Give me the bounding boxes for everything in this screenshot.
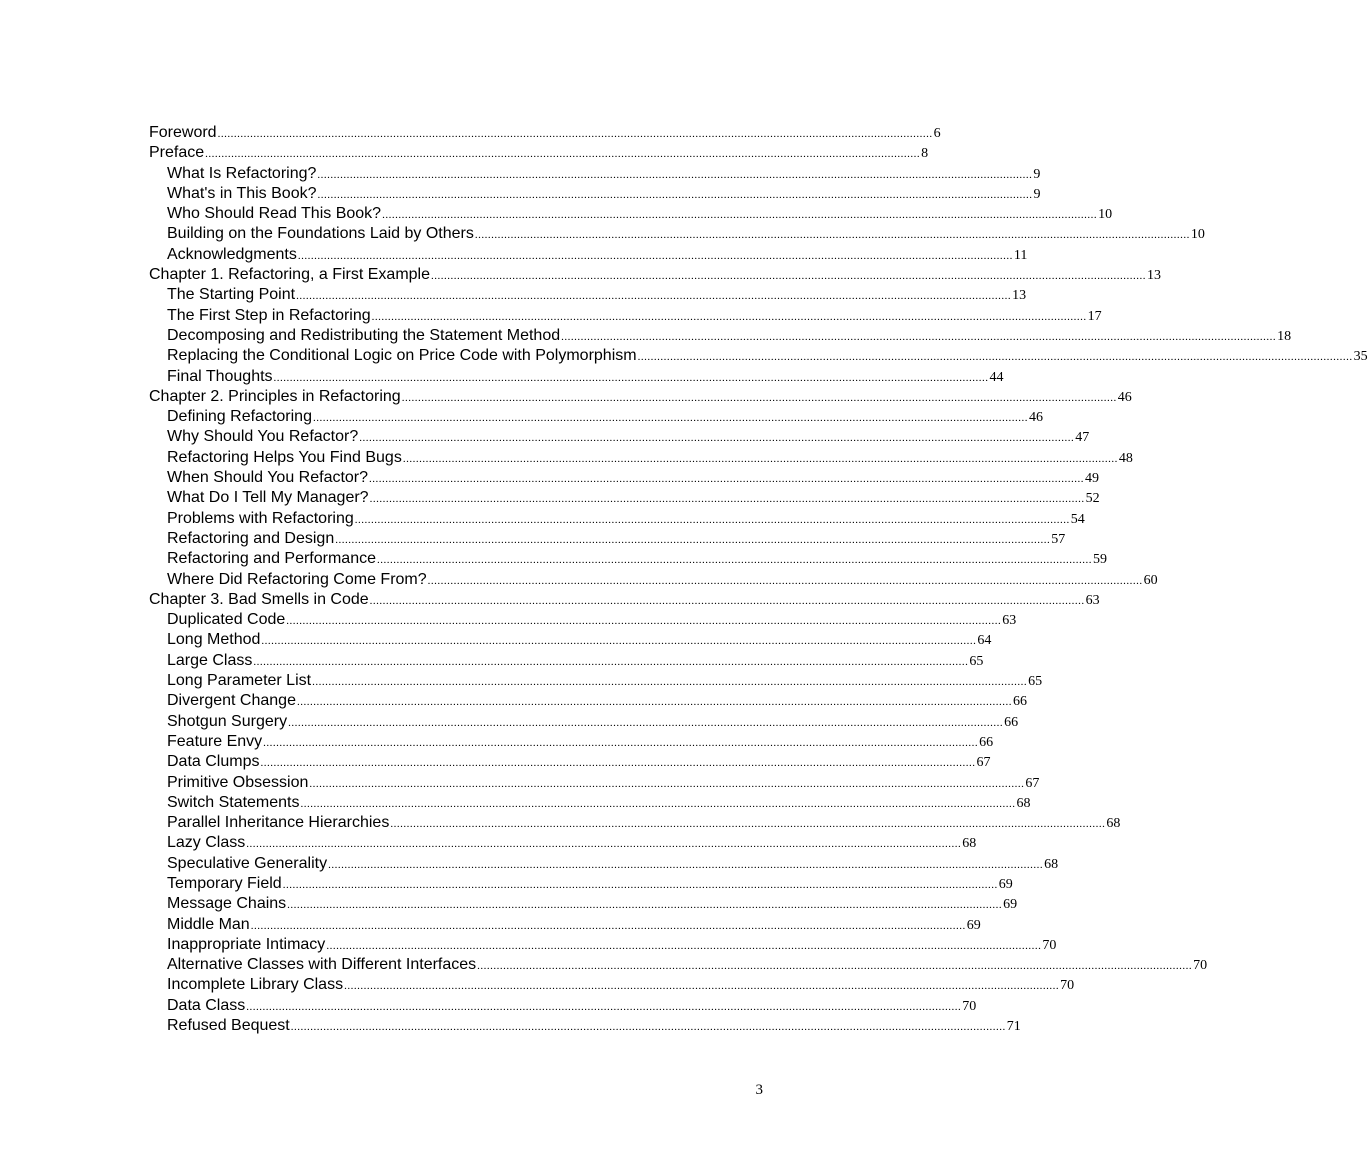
toc-entry-page: 48 (1118, 450, 1133, 466)
toc-section-entry[interactable] (149, 306, 1102, 326)
toc-section-entry[interactable] (149, 245, 1028, 265)
toc-entry-page: 63 (1085, 592, 1100, 608)
toc-section-entry[interactable] (149, 164, 1041, 184)
dot-leader: ............................................................................................................................................................................................................................ (260, 757, 976, 770)
toc-entry-page: 70 (1042, 937, 1057, 953)
toc-entry-page: 13 (1012, 288, 1027, 304)
toc-entry-title: Refactoring and Performance (167, 550, 376, 568)
dot-leader: ............................................................................................................................................................................................................................ (344, 980, 1060, 993)
dot-leader: ............................................................................................................................................................................................................................ (300, 797, 1016, 810)
dot-leader: ............................................................................................................................................................................................................................ (402, 452, 1118, 465)
toc-entry-title: Who Should Read This Book? (167, 205, 382, 223)
dot-leader: ............................................................................................................................................................................................................................ (401, 391, 1117, 404)
toc-entry-title: Chapter 1. Refactoring, a First Example (149, 266, 431, 284)
toc-entry-title: The Starting Point (167, 286, 296, 304)
toc-entry-page: 65 (969, 653, 984, 669)
dot-leader: ............................................................................................................................................................................................................................ (369, 594, 1085, 607)
dot-leader: ............................................................................................................................................................................................................................ (427, 574, 1143, 587)
toc-entry-title: Data Clumps (167, 753, 260, 771)
toc-entry-title: Primitive Obsession (167, 773, 309, 791)
toc-entry-title: Refactoring Helps You Find Bugs (167, 448, 402, 466)
toc-section-entry[interactable] (149, 549, 1107, 569)
toc-entry-page: 44 (989, 369, 1004, 385)
toc-entry-page: 59 (1093, 552, 1107, 568)
toc-entry-page: 6 (933, 126, 941, 141)
dot-leader: ............................................................................................................................................................................................................................ (561, 330, 1277, 343)
toc-section-entry[interactable] (149, 651, 984, 671)
toc-entry-title: Foreword (149, 124, 217, 141)
toc-entry-title: Long Parameter List (167, 672, 312, 690)
dot-leader: ............................................................................................................................................................................................................................ (263, 736, 979, 749)
toc-section-entry[interactable] (149, 610, 1017, 630)
dot-leader: ............................................................................................................................................................................................................................ (369, 493, 1085, 506)
toc-entry-title: Shotgun Surgery (167, 712, 288, 730)
toc-entry-title: Large Class (167, 651, 253, 669)
toc-chapter-entry[interactable] (149, 265, 1162, 285)
toc-entry-page: 68 (962, 836, 977, 852)
toc-section-entry[interactable] (149, 793, 1031, 813)
dot-leader: ............................................................................................................................................................................................................................ (286, 615, 1002, 628)
toc-entry-title: Why Should You Refactor? (167, 428, 359, 446)
toc-section-entry[interactable] (149, 773, 1040, 793)
toc-section-entry[interactable] (149, 874, 1013, 894)
dot-leader: ............................................................................................................................................................................................................................ (309, 777, 1025, 790)
toc-section-entry[interactable] (149, 955, 1208, 975)
toc-entry-page: 68 (1016, 795, 1031, 811)
toc-entry-title: Long Method (167, 631, 261, 649)
toc-entry-title: Decomposing and Redistributing the Statement Method (167, 326, 561, 344)
toc-entry-page: 49 (1085, 471, 1100, 487)
dot-leader: ............................................................................................................................................................................................................................ (296, 290, 1012, 303)
dot-leader: ............................................................................................................................................................................................................................ (246, 1000, 962, 1013)
toc-entry-title: Alternative Classes with Different Interfaces (167, 956, 477, 974)
toc-section-entry[interactable] (149, 975, 1075, 995)
toc-entry-title: Chapter 3. Bad Smells in Code (149, 590, 369, 608)
toc-section-entry[interactable] (149, 854, 1059, 874)
toc-entry-page: 70 (1060, 978, 1075, 994)
toc-section-entry[interactable] (149, 570, 1158, 590)
toc-entry-page: 17 (1087, 308, 1102, 324)
toc-section-entry[interactable] (149, 488, 1100, 508)
toc-entry-page: 67 (1025, 775, 1040, 791)
toc-entry-page: 70 (1193, 958, 1208, 974)
toc-section-entry[interactable] (149, 468, 1100, 488)
dot-leader: ............................................................................................................................................................................................................................ (474, 229, 1190, 242)
toc-entry-page: 11 (1013, 247, 1028, 263)
toc-chapter-entry[interactable] (149, 590, 1100, 610)
toc-entry-title: Replacing the Conditional Logic on Price Code with Polymorphism (167, 347, 637, 365)
dot-leader: ............................................................................................................................................................................................................................ (246, 838, 962, 851)
toc-entry-title: Message Chains (167, 895, 287, 913)
toc-entry-title: What Do I Tell My Manager? (167, 489, 369, 507)
toc-entry-page: 8 (921, 146, 929, 162)
toc-entry-page: 65 (1028, 674, 1043, 690)
toc-section-entry[interactable] (149, 833, 977, 853)
toc-entry-page: 68 (1106, 816, 1121, 832)
toc-entry-title: Parallel Inheritance Hierarchies (167, 814, 390, 832)
dot-leader: ............................................................................................................................................................................................................................ (377, 554, 1092, 567)
toc-entry-title: Lazy Class (167, 834, 246, 852)
toc-section-entry[interactable] (149, 204, 1113, 224)
toc-entry-title: Duplicated Code (167, 611, 286, 629)
toc-entry-page: 54 (1070, 511, 1085, 527)
toc-entry-page: 70 (962, 998, 977, 1014)
toc-entry-page: 69 (998, 876, 1013, 892)
toc-section-entry[interactable] (149, 915, 981, 935)
dot-leader: ............................................................................................................................................................................................................................ (328, 858, 1044, 871)
toc-entry-title: Middle Man (167, 915, 250, 933)
toc-entry-page: 35 (1353, 349, 1368, 365)
toc-entry-page: 57 (1051, 531, 1066, 547)
dot-leader: ............................................................................................................................................................................................................................ (250, 919, 966, 932)
dot-leader: ............................................................................................................................................................................................................................ (312, 412, 1028, 425)
dot-leader: ............................................................................................................................................................................................................................ (290, 1021, 1006, 1034)
toc-entry-page: 60 (1143, 572, 1158, 588)
toc-section-entry[interactable] (149, 671, 1043, 691)
toc-entry-page: 69 (1003, 897, 1018, 913)
toc-entry-title: The First Step in Refactoring (167, 306, 371, 324)
dot-leader: ............................................................................................................................................................................................................................ (317, 188, 1033, 201)
toc-section-entry[interactable] (149, 509, 1085, 529)
toc-entry-title: Preface (149, 144, 205, 162)
toc-section-entry[interactable] (149, 691, 1027, 711)
toc-entry-page: 66 (1004, 714, 1019, 730)
toc-section-entry[interactable] (149, 996, 977, 1016)
dot-leader: ............................................................................................................................................................................................................................ (297, 249, 1013, 262)
toc-entry-page: 71 (1006, 1019, 1021, 1035)
toc-section-entry[interactable] (149, 935, 1057, 955)
toc-section-entry[interactable] (149, 184, 1041, 204)
toc-entry-title: Data Class (167, 996, 246, 1014)
toc-entry-title: Where Did Refactoring Come From? (167, 570, 427, 588)
toc-entry-page: 64 (977, 633, 992, 649)
toc-entry-page: 68 (1044, 856, 1059, 872)
toc-entry-title: Acknowledgments (167, 245, 297, 263)
dot-leader: ............................................................................................................................................................................................................................ (261, 635, 977, 648)
toc-entry-page: 9 (1033, 186, 1041, 202)
toc-entry-page: 69 (966, 917, 981, 933)
toc-entry-title: Divergent Change (167, 692, 296, 710)
toc-entry-page: 9 (1033, 166, 1041, 182)
toc-section-entry[interactable] (149, 448, 1133, 468)
toc-entry-page: 66 (979, 734, 994, 750)
toc-entry-page: 10 (1190, 227, 1205, 243)
toc-entry-page: 63 (1002, 613, 1017, 629)
dot-leader: ............................................................................................................................................................................................................................ (431, 270, 1147, 283)
toc-chapter-entry[interactable] (149, 143, 929, 163)
dot-leader: ............................................................................................................................................................................................................................ (217, 128, 933, 140)
dot-leader: ............................................................................................................................................................................................................................ (371, 310, 1087, 323)
dot-leader: ............................................................................................................................................................................................................................ (287, 899, 1003, 912)
toc-entry-page: 10 (1098, 207, 1113, 223)
toc-entry-title: Feature Envy (167, 732, 263, 750)
toc-entry-title: Incomplete Library Class (167, 976, 344, 994)
dot-leader: ............................................................................................................................................................................................................................ (312, 676, 1028, 689)
toc-section-entry[interactable] (149, 407, 1043, 427)
toc-section-entry[interactable] (149, 367, 1004, 387)
dot-leader: ............................................................................................................................................................................................................................ (477, 960, 1193, 973)
dot-leader: ............................................................................................................................................................................................................................ (335, 533, 1051, 546)
toc-entry-title: Switch Statements (167, 793, 300, 811)
toc-entry-page: 47 (1075, 430, 1090, 446)
toc-section-entry[interactable] (149, 427, 1090, 447)
toc-section-entry[interactable] (149, 529, 1066, 549)
toc-section-entry[interactable] (149, 732, 994, 752)
toc-section-entry[interactable] (149, 326, 1292, 346)
toc-entry-title: When Should You Refactor? (167, 469, 369, 487)
toc-entry-title: Refused Bequest (167, 1017, 290, 1035)
toc-entry-page: 52 (1085, 491, 1100, 507)
toc-entry-title: Defining Refactoring (167, 408, 312, 426)
toc-entry-title: Final Thoughts (167, 367, 273, 385)
toc-entry-title: What Is Refactoring? (167, 164, 317, 182)
toc-section-entry[interactable] (149, 712, 1019, 732)
toc-section-entry[interactable] (149, 894, 1018, 914)
dot-leader: ............................................................................................................................................................................................................................ (282, 878, 998, 891)
toc-entry-title: Chapter 2. Principles in Refactoring (149, 387, 401, 405)
dot-leader: ............................................................................................................................................................................................................................ (205, 148, 921, 161)
page-number: 3 (755, 1082, 763, 1098)
dot-leader: ............................................................................................................................................................................................................................ (317, 168, 1033, 181)
toc-entry-title: Refactoring and Design (167, 529, 335, 547)
dot-leader: ............................................................................................................................................................................................................................ (354, 513, 1070, 526)
dot-leader: ............................................................................................................................................................................................................................ (253, 655, 969, 668)
toc-entry-page: 46 (1028, 410, 1043, 426)
toc-chapter-entry[interactable] (149, 387, 1132, 407)
toc-entry-page: 67 (976, 755, 991, 771)
toc-entry-title: Building on the Foundations Laid by Others (167, 225, 474, 243)
toc-section-entry[interactable] (149, 346, 1368, 366)
dot-leader: ............................................................................................................................................................................................................................ (326, 939, 1042, 952)
dot-leader: ............................................................................................................................................................................................................................ (296, 696, 1012, 709)
toc-entry-page: 13 (1147, 268, 1162, 284)
toc-entry-title: What's in This Book? (167, 184, 317, 202)
dot-leader: ............................................................................................................................................................................................................................ (369, 473, 1085, 486)
toc-entry-title: Inappropriate Intimacy (167, 935, 326, 953)
toc-section-entry[interactable] (149, 224, 1205, 244)
dot-leader: ............................................................................................................................................................................................................................ (359, 432, 1075, 445)
toc-entry-page: 18 (1277, 328, 1292, 344)
toc-chapter-entry[interactable] (149, 123, 941, 143)
table-of-contents (149, 123, 1368, 1036)
toc-entry-title: Problems with Refactoring (167, 509, 354, 527)
toc-section-entry[interactable] (149, 630, 992, 650)
dot-leader: ............................................................................................................................................................................................................................ (273, 371, 989, 384)
toc-section-entry[interactable] (149, 752, 991, 772)
toc-section-entry[interactable] (149, 1016, 1021, 1036)
dot-leader: ............................................................................................................................................................................................................................ (288, 716, 1004, 729)
toc-entry-page: 66 (1012, 694, 1027, 710)
toc-entry-page: 46 (1117, 389, 1132, 405)
dot-leader: ............................................................................................................................................................................................................................ (390, 818, 1106, 831)
toc-entry-title: Temporary Field (167, 874, 282, 892)
dot-leader: ............................................................................................................................................................................................................................ (382, 209, 1098, 222)
toc-section-entry[interactable] (149, 813, 1121, 833)
toc-entry-title: Speculative Generality (167, 854, 328, 872)
dot-leader: ............................................................................................................................................................................................................................ (637, 351, 1353, 364)
toc-section-entry[interactable] (149, 285, 1027, 305)
